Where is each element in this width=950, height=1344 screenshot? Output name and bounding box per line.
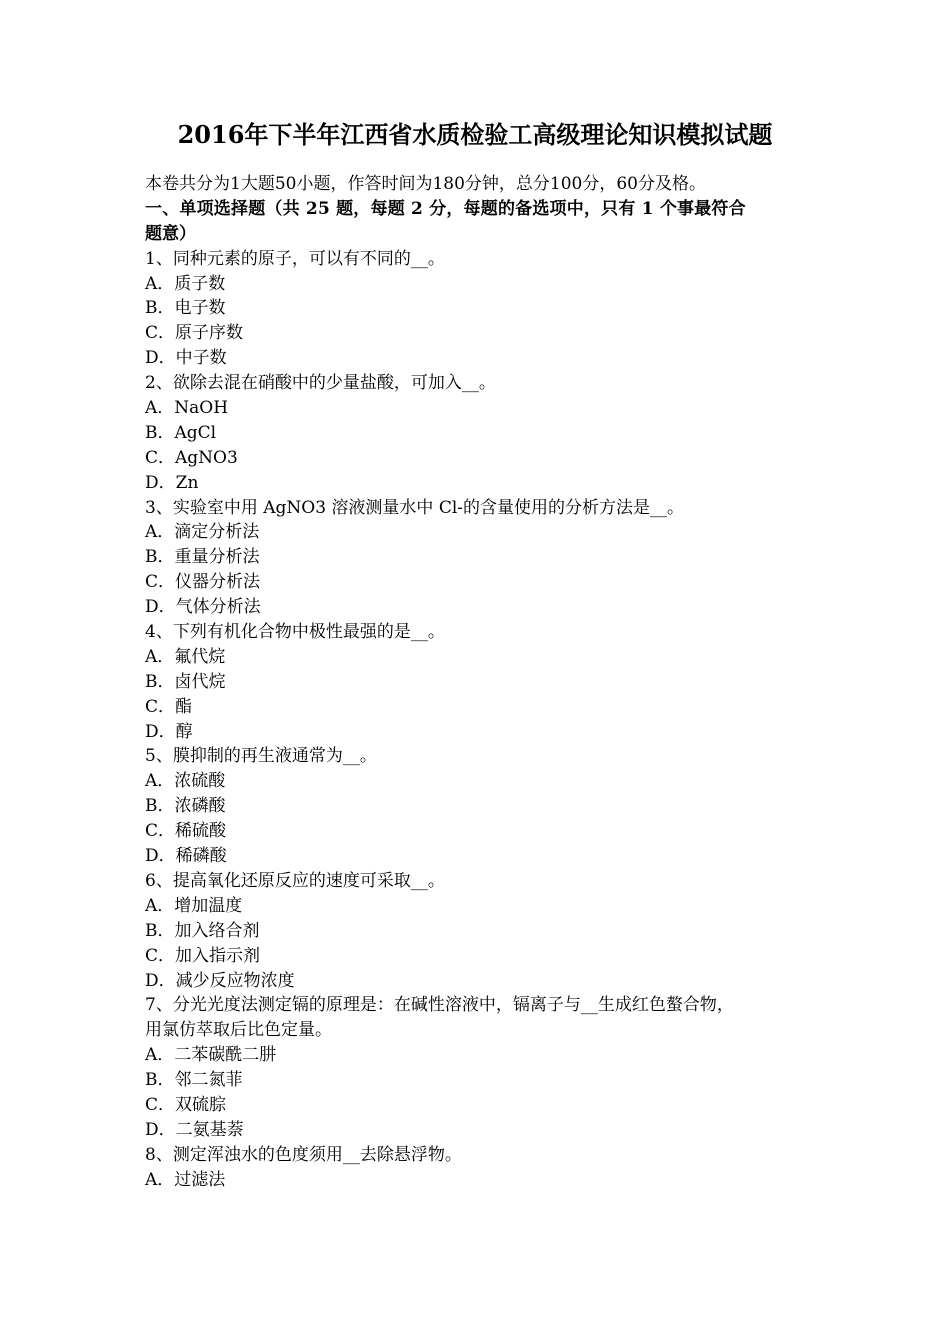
option-d: D．减少反应物浓度 bbox=[145, 970, 295, 991]
question-stem: 1、同种元素的原子，可以有不同的__。 bbox=[145, 248, 445, 269]
option-c: C．AgNO3 bbox=[145, 447, 238, 468]
option-c: C．原子序数 bbox=[145, 323, 244, 344]
option-b: B．邻二氮菲 bbox=[145, 1070, 243, 1091]
question-stem-line-1: 7、分光光度法测定镉的原理是：在碱性溶液中，镉离子与__生成红色螯合物， bbox=[145, 995, 734, 1016]
option-d: D．二氨基萘 bbox=[145, 1119, 244, 1140]
option-d: D．稀磷酸 bbox=[145, 846, 227, 867]
option-c: C．稀硫酸 bbox=[145, 821, 227, 842]
option-d: D．醇 bbox=[145, 721, 193, 742]
section-heading-line-2: 题意） bbox=[145, 223, 196, 244]
question-4 bbox=[145, 620, 815, 744]
question-stem-line-2: 用氯仿萃取后比色定量。 bbox=[145, 1020, 332, 1041]
question-8 bbox=[145, 1143, 815, 1193]
option-a: A．增加温度 bbox=[145, 895, 243, 916]
question-7 bbox=[145, 993, 815, 1142]
document-body bbox=[145, 172, 815, 1193]
question-stem: 6、提高氧化还原反应的速度可采取__。 bbox=[145, 870, 445, 891]
exam-intro: 本卷共分为1大题50小题，作答时间为180分钟，总分100分，60分及格。 bbox=[145, 174, 706, 194]
question-stem: 5、膜抑制的再生液通常为__。 bbox=[145, 746, 377, 767]
option-d: D．Zn bbox=[145, 472, 199, 493]
option-b: B．卤代烷 bbox=[145, 671, 226, 692]
option-a: A．二苯碳酰二肼 bbox=[145, 1045, 277, 1066]
question-stem: 2、欲除去混在硝酸中的少量盐酸，可加入__。 bbox=[145, 373, 496, 394]
question-1 bbox=[145, 247, 815, 371]
option-a: A．浓硫酸 bbox=[145, 771, 226, 792]
option-b: B．AgCl bbox=[145, 422, 217, 443]
question-3 bbox=[145, 496, 815, 620]
document-title: 2016年下半年江西省水质检验工高级理论知识模拟试题 bbox=[177, 120, 773, 149]
question-stem: 4、下列有机化合物中极性最强的是__。 bbox=[145, 622, 445, 643]
option-a: A．质子数 bbox=[145, 273, 226, 294]
question-2 bbox=[145, 371, 815, 495]
option-b: B．浓磷酸 bbox=[145, 796, 226, 817]
option-b: B．电子数 bbox=[145, 298, 226, 319]
option-c: C．双硫腙 bbox=[145, 1094, 227, 1115]
option-d: D．中子数 bbox=[145, 348, 227, 369]
option-c: C．酯 bbox=[145, 696, 193, 717]
option-d: D．气体分析法 bbox=[145, 597, 261, 618]
option-a: A．过滤法 bbox=[145, 1169, 226, 1190]
option-a: A．滴定分析法 bbox=[145, 522, 260, 543]
question-stem: 3、实验室中用 AgNO3 溶液测量水中 Cl-的含量使用的分析方法是__。 bbox=[145, 497, 685, 518]
option-b: B．加入络合剂 bbox=[145, 920, 260, 941]
question-5 bbox=[145, 744, 815, 868]
option-a: A．NaOH bbox=[145, 398, 229, 419]
section-heading-line-1: 一、单项选择题（共 25 题，每题 2 分，每题的备选项中，只有 1 个事最符合 bbox=[145, 198, 746, 219]
question-stem: 8、测定浑浊水的色度须用__去除悬浮物。 bbox=[145, 1144, 462, 1165]
option-c: C．加入指示剂 bbox=[145, 945, 261, 966]
question-6 bbox=[145, 869, 815, 993]
option-a: A．氟代烷 bbox=[145, 646, 226, 667]
option-c: C．仪器分析法 bbox=[145, 572, 261, 593]
option-b: B．重量分析法 bbox=[145, 547, 260, 568]
